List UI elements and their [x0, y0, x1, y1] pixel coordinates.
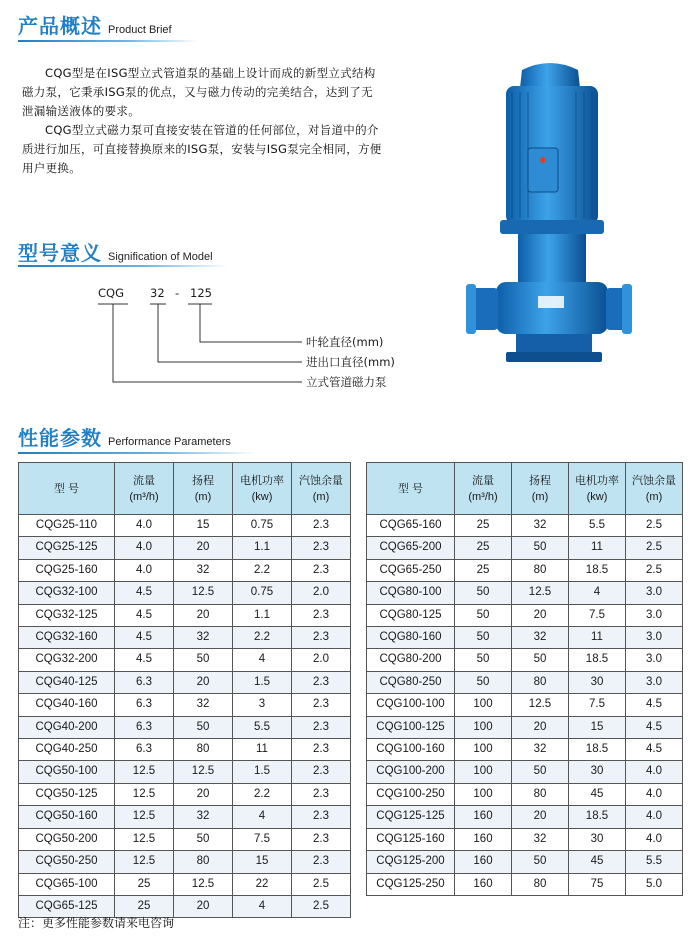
cell-power: 1.5: [233, 671, 292, 693]
cell-npsh: 2.0: [292, 582, 351, 604]
table-row: [367, 515, 683, 537]
cell-npsh: 2.3: [292, 515, 351, 537]
cell-npsh: 2.3: [292, 739, 351, 761]
brief-paragraph-1: CQG型是在ISG型立式管道泵的基础上设计而成的新型立式结构磁力泵，它秉承ISG泵的优点，又与磁力传动的完美结合，达到了无泄漏输送液体的要求。: [22, 66, 376, 118]
cell-flow: 100: [455, 739, 512, 761]
cell-power: 1.5: [233, 761, 292, 783]
cell-flow: 12.5: [115, 806, 174, 828]
cell-flow: 25: [115, 873, 174, 895]
cell-head: 50: [174, 828, 233, 850]
product-brief-text: [22, 64, 384, 178]
cell-model: CQG32-125: [19, 604, 115, 626]
table-row: [19, 559, 351, 581]
cell-model: CQG50-250: [19, 851, 115, 873]
cell-flow: 6.3: [115, 671, 174, 693]
cell-npsh: 4.0: [626, 761, 683, 783]
cell-npsh: 3.0: [626, 582, 683, 604]
header-flow: 流量 (m³/h): [115, 463, 174, 515]
cell-npsh: 2.3: [292, 783, 351, 805]
cell-flow: 50: [455, 671, 512, 693]
cell-npsh: 2.5: [292, 895, 351, 917]
cell-flow: 12.5: [115, 761, 174, 783]
cell-flow: 12.5: [115, 783, 174, 805]
table-row: [367, 806, 683, 828]
cell-model: CQG50-160: [19, 806, 115, 828]
product-brief-title-en: Product Brief: [108, 24, 172, 36]
model-code-bore: 32: [150, 286, 165, 300]
cell-model: CQG80-250: [367, 671, 455, 693]
cell-model: CQG100-250: [367, 783, 455, 805]
brief-paragraph-2: CQG型立式磁力泵可直接安装在管道的任何部位，对旨道中的介质进行加压，可直接替换原来的ISG泵，安装与ISG泵完全相同，方便用户更换。: [22, 123, 382, 175]
cell-head: 20: [174, 895, 233, 917]
cell-head: 80: [512, 873, 569, 895]
table-row: [367, 739, 683, 761]
table-row: [367, 537, 683, 559]
cell-head: 80: [174, 739, 233, 761]
label-impeller-diameter: 叶轮直径(mm): [306, 335, 384, 349]
cell-npsh: 2.3: [292, 828, 351, 850]
cell-model: CQG40-125: [19, 671, 115, 693]
table-row: [19, 627, 351, 649]
cell-flow: 4.0: [115, 559, 174, 581]
cell-npsh: 4.0: [626, 806, 683, 828]
cell-power: 7.5: [233, 828, 292, 850]
cell-model: CQG40-160: [19, 694, 115, 716]
cell-head: 50: [512, 851, 569, 873]
performance-title-en: Performance Parameters: [108, 436, 231, 448]
cell-flow: 100: [455, 694, 512, 716]
table-row: [19, 694, 351, 716]
cell-head: 20: [174, 537, 233, 559]
cell-model: CQG100-125: [367, 716, 455, 738]
cell-power: 11: [233, 739, 292, 761]
cell-head: 12.5: [174, 582, 233, 604]
cell-flow: 100: [455, 716, 512, 738]
model-meaning-title-cn: 型号意义: [18, 241, 102, 265]
table-header-row: [367, 463, 683, 515]
cell-model: CQG40-200: [19, 716, 115, 738]
label-pump-type: 立式管道磁力泵: [306, 375, 387, 389]
model-code-connectors: [70, 286, 450, 396]
cell-power: 4: [569, 582, 626, 604]
cell-head: 50: [512, 761, 569, 783]
product-brief-underline: [18, 40, 198, 42]
cell-head: 32: [512, 627, 569, 649]
cell-flow: 160: [455, 828, 512, 850]
cell-flow: 6.3: [115, 739, 174, 761]
table-header-row: [19, 463, 351, 515]
cell-power: 15: [569, 716, 626, 738]
model-code-diagram: [70, 286, 450, 396]
cell-model: CQG32-200: [19, 649, 115, 671]
cell-flow: 160: [455, 851, 512, 873]
cell-flow: 100: [455, 783, 512, 805]
table-row: [367, 716, 683, 738]
table-row: [19, 716, 351, 738]
cell-power: 18.5: [569, 649, 626, 671]
cell-npsh: 2.5: [292, 873, 351, 895]
cell-npsh: 2.3: [292, 806, 351, 828]
cell-head: 32: [174, 627, 233, 649]
performance-title-cn: 性能参数: [18, 426, 102, 450]
table-row: [19, 828, 351, 850]
cell-power: 11: [569, 537, 626, 559]
table-row: [19, 649, 351, 671]
table-row: [19, 739, 351, 761]
cell-model: CQG125-250: [367, 873, 455, 895]
cell-flow: 160: [455, 873, 512, 895]
cell-power: 45: [569, 851, 626, 873]
pump-image: [466, 52, 634, 372]
model-code-prefix: CQG: [98, 286, 124, 300]
cell-model: CQG32-100: [19, 582, 115, 604]
model-code-dash: -: [175, 286, 180, 300]
cell-power: 5.5: [569, 515, 626, 537]
header-head: 扬程 (m): [174, 463, 233, 515]
cell-model: CQG125-125: [367, 806, 455, 828]
model-meaning-underline: [18, 265, 228, 267]
cell-npsh: 4.5: [626, 716, 683, 738]
header-npsh: 汽蚀余量 (m): [626, 463, 683, 515]
cell-head: 32: [174, 559, 233, 581]
table-row: [367, 761, 683, 783]
cell-power: 1.1: [233, 604, 292, 626]
cell-power: 7.5: [569, 604, 626, 626]
cell-head: 12.5: [512, 582, 569, 604]
cell-head: 20: [174, 671, 233, 693]
table-row: [367, 671, 683, 693]
cell-flow: 6.3: [115, 716, 174, 738]
cell-head: 20: [174, 783, 233, 805]
cell-head: 50: [512, 649, 569, 671]
table-row: [367, 828, 683, 850]
cell-npsh: 2.3: [292, 559, 351, 581]
cell-head: 20: [512, 604, 569, 626]
cell-flow: 100: [455, 761, 512, 783]
cell-power: 4: [233, 895, 292, 917]
cell-head: 32: [512, 739, 569, 761]
cell-model: CQG65-160: [367, 515, 455, 537]
cell-flow: 12.5: [115, 851, 174, 873]
header-power: 电机功率 (kw): [569, 463, 626, 515]
cell-npsh: 4.0: [626, 828, 683, 850]
table-row: [19, 537, 351, 559]
cell-power: 2.2: [233, 559, 292, 581]
table-row: [367, 604, 683, 626]
model-code-impeller: 125: [190, 286, 212, 300]
cell-flow: 4.0: [115, 537, 174, 559]
cell-flow: 50: [455, 649, 512, 671]
cell-power: 30: [569, 828, 626, 850]
cell-model: CQG80-125: [367, 604, 455, 626]
cell-model: CQG65-125: [19, 895, 115, 917]
cell-power: 18.5: [569, 739, 626, 761]
header-head: 扬程 (m): [512, 463, 569, 515]
cell-power: 5.5: [233, 716, 292, 738]
cell-npsh: 2.3: [292, 671, 351, 693]
cell-power: 11: [569, 627, 626, 649]
cell-npsh: 3.0: [626, 649, 683, 671]
cell-npsh: 2.5: [626, 515, 683, 537]
cell-head: 50: [174, 716, 233, 738]
cell-head: 32: [174, 694, 233, 716]
footnote: 注：更多性能参数请来电咨询: [18, 916, 175, 930]
table-row: [19, 582, 351, 604]
cell-head: 50: [174, 649, 233, 671]
cell-model: CQG65-100: [19, 873, 115, 895]
product-brief-heading: [18, 10, 172, 39]
cell-power: 45: [569, 783, 626, 805]
label-bore-diameter: 进出口直径(mm): [306, 355, 395, 369]
cell-power: 0.75: [233, 582, 292, 604]
table-row: [19, 851, 351, 873]
table-row: [367, 582, 683, 604]
cell-model: CQG100-160: [367, 739, 455, 761]
cell-power: 15: [233, 851, 292, 873]
cell-power: 30: [569, 671, 626, 693]
header-model: 型 号: [367, 463, 455, 515]
cell-model: CQG125-200: [367, 851, 455, 873]
cell-head: 80: [512, 671, 569, 693]
cell-flow: 25: [455, 537, 512, 559]
cell-head: 32: [512, 515, 569, 537]
cell-power: 2.2: [233, 627, 292, 649]
cell-npsh: 5.5: [626, 851, 683, 873]
cell-model: CQG125-160: [367, 828, 455, 850]
table-row: [19, 515, 351, 537]
cell-power: 0.75: [233, 515, 292, 537]
cell-power: 30: [569, 761, 626, 783]
cell-npsh: 5.0: [626, 873, 683, 895]
cell-head: 32: [174, 806, 233, 828]
cell-power: 1.1: [233, 537, 292, 559]
cell-model: CQG40-250: [19, 739, 115, 761]
performance-table-right: [366, 462, 683, 896]
cell-npsh: 2.3: [292, 694, 351, 716]
header-flow: 流量 (m³/h): [455, 463, 512, 515]
model-meaning-title-en: Signification of Model: [108, 251, 213, 263]
cell-npsh: 3.0: [626, 627, 683, 649]
cell-head: 32: [512, 828, 569, 850]
cell-head: 15: [174, 515, 233, 537]
table-row: [19, 671, 351, 693]
cell-npsh: 2.3: [292, 761, 351, 783]
cell-npsh: 2.3: [292, 851, 351, 873]
cell-power: 2.2: [233, 783, 292, 805]
cell-npsh: 2.3: [292, 627, 351, 649]
performance-heading: [18, 422, 231, 451]
cell-flow: 50: [455, 604, 512, 626]
cell-power: 4: [233, 806, 292, 828]
cell-head: 80: [512, 783, 569, 805]
cell-model: CQG50-100: [19, 761, 115, 783]
table-row: [367, 627, 683, 649]
table-row: [367, 649, 683, 671]
cell-model: CQG25-110: [19, 515, 115, 537]
cell-flow: 4.5: [115, 582, 174, 604]
header-model: 型 号: [19, 463, 115, 515]
table-row: [367, 783, 683, 805]
cell-npsh: 2.3: [292, 716, 351, 738]
cell-model: CQG50-125: [19, 783, 115, 805]
cell-power: 18.5: [569, 559, 626, 581]
cell-flow: 25: [115, 895, 174, 917]
cell-head: 80: [174, 851, 233, 873]
performance-underline: [18, 452, 258, 454]
cell-flow: 12.5: [115, 828, 174, 850]
cell-model: CQG65-250: [367, 559, 455, 581]
cell-model: CQG25-125: [19, 537, 115, 559]
cell-flow: 160: [455, 806, 512, 828]
cell-head: 12.5: [174, 761, 233, 783]
cell-model: CQG80-160: [367, 627, 455, 649]
cell-power: 22: [233, 873, 292, 895]
cell-model: CQG80-100: [367, 582, 455, 604]
cell-npsh: 2.5: [626, 537, 683, 559]
cell-model: CQG100-200: [367, 761, 455, 783]
cell-power: 18.5: [569, 806, 626, 828]
cell-npsh: 2.0: [292, 649, 351, 671]
cell-model: CQG32-160: [19, 627, 115, 649]
cell-flow: 4.5: [115, 649, 174, 671]
table-row: [19, 873, 351, 895]
cell-flow: 50: [455, 582, 512, 604]
cell-flow: 25: [455, 559, 512, 581]
cell-model: CQG25-160: [19, 559, 115, 581]
cell-power: 7.5: [569, 694, 626, 716]
model-meaning-heading: [18, 237, 213, 266]
cell-npsh: 3.0: [626, 671, 683, 693]
performance-table-left: [18, 462, 351, 918]
table-row: [367, 873, 683, 895]
cell-head: 50: [512, 537, 569, 559]
cell-power: 3: [233, 694, 292, 716]
cell-model: CQG80-200: [367, 649, 455, 671]
cell-head: 20: [512, 716, 569, 738]
table-row: [19, 806, 351, 828]
table-row: [367, 559, 683, 581]
cell-head: 12.5: [512, 694, 569, 716]
cell-npsh: 4.0: [626, 783, 683, 805]
cell-power: 75: [569, 873, 626, 895]
header-npsh: 汽蚀余量 (m): [292, 463, 351, 515]
header-power: 电机功率 (kw): [233, 463, 292, 515]
cell-model: CQG50-200: [19, 828, 115, 850]
product-brief-title-cn: 产品概述: [18, 14, 102, 38]
cell-head: 12.5: [174, 873, 233, 895]
table-row: [367, 694, 683, 716]
table-row: [19, 604, 351, 626]
cell-flow: 6.3: [115, 694, 174, 716]
cell-npsh: 2.5: [626, 559, 683, 581]
cell-flow: 4.5: [115, 627, 174, 649]
cell-flow: 25: [455, 515, 512, 537]
cell-head: 20: [174, 604, 233, 626]
cell-npsh: 4.5: [626, 739, 683, 761]
cell-power: 4: [233, 649, 292, 671]
cell-flow: 50: [455, 627, 512, 649]
cell-flow: 4.0: [115, 515, 174, 537]
cell-flow: 4.5: [115, 604, 174, 626]
cell-npsh: 3.0: [626, 604, 683, 626]
cell-head: 80: [512, 559, 569, 581]
cell-head: 20: [512, 806, 569, 828]
table-row: [19, 761, 351, 783]
cell-npsh: 4.5: [626, 694, 683, 716]
cell-npsh: 2.3: [292, 604, 351, 626]
cell-npsh: 2.3: [292, 537, 351, 559]
table-row: [19, 783, 351, 805]
cell-model: CQG100-100: [367, 694, 455, 716]
table-row: [367, 851, 683, 873]
cell-model: CQG65-200: [367, 537, 455, 559]
